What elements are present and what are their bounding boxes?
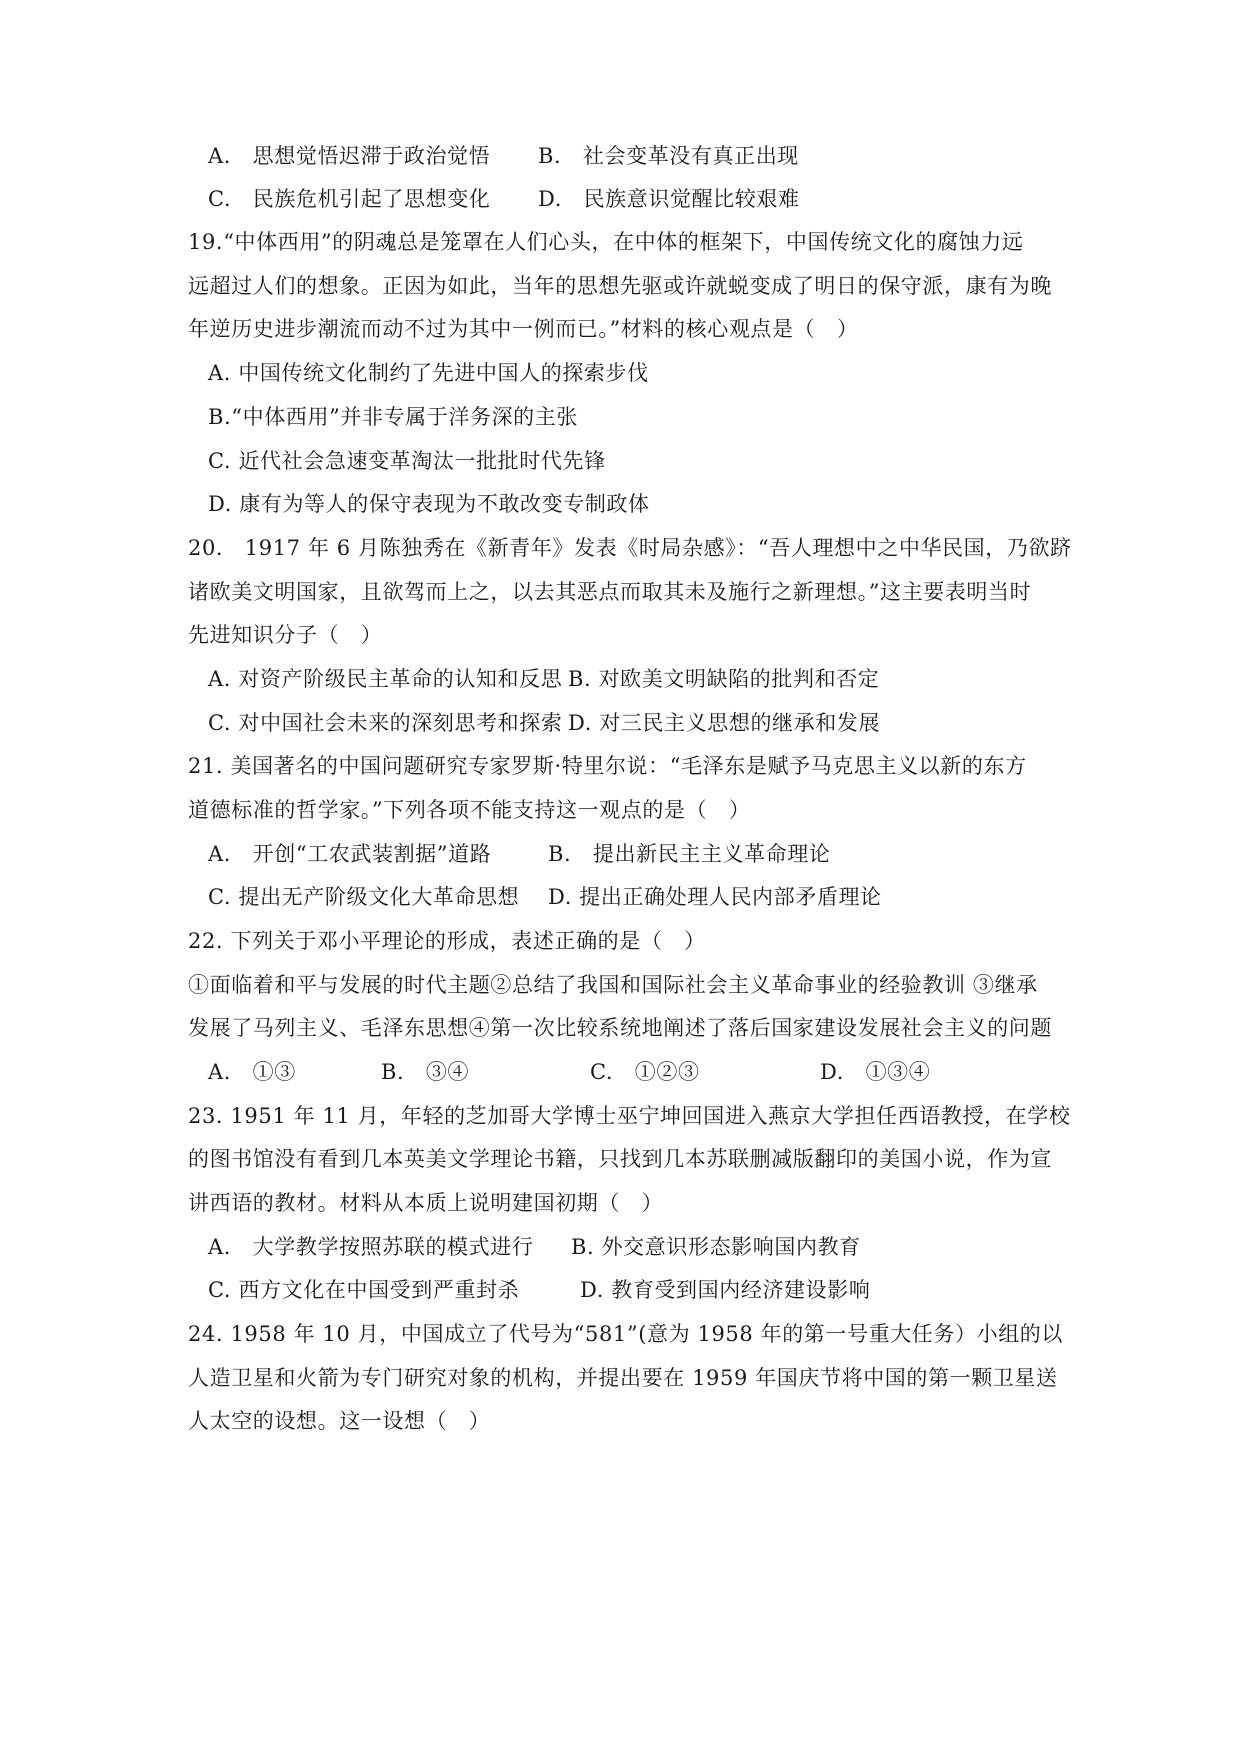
q22-option-a: A. ①③ xyxy=(208,1060,296,1084)
q19-option-b: B.“中体西用”并非专属于洋务深的主张 xyxy=(208,405,578,429)
q18-option-b: B. 社会变革没有真正出现 xyxy=(538,144,799,168)
q22-option-row xyxy=(208,1057,931,1087)
q18-option-c: C. 民族危机引起了思想变化 xyxy=(208,187,491,211)
q20-stem-line-2: 诸欧美文明国家，且欲驾而上之，以去其恶点而取其未及施行之新理想。”这主要表明当时 xyxy=(188,580,1032,604)
q20-option-c: C. 对中国社会未来的深刻思考和探索 xyxy=(208,711,563,735)
q18-option-a: A. 思想觉悟迟滞于政治觉悟 xyxy=(208,144,491,168)
q23-option-row-1 xyxy=(208,1232,861,1262)
q23-option-d: D. 教育受到国内经济建设影响 xyxy=(580,1278,871,1302)
q19-stem-line-1: 19.“中体西用”的阴魂总是笼罩在人们心头，在中体的框架下，中国传统文化的腐蚀力远 xyxy=(188,230,1024,254)
q18-option-row-2 xyxy=(208,184,800,214)
q20-option-row-2 xyxy=(208,708,881,738)
q24-stem-line-1: 24. 1958 年 10 月，中国成立了代号为“581”(意为 1958 年的第一号重大任务）小组的以 xyxy=(188,1322,1064,1346)
q24-stem-line-3: 人太空的设想。这一设想（ ） xyxy=(188,1409,491,1433)
q19-option-d: D. 康有为等人的保守表现为不敢改变专制政体 xyxy=(208,492,650,516)
q18-option-d: D. 民族意识觉醒比较艰难 xyxy=(538,187,800,211)
q22-stem-line-2: ①面临着和平与发展的时代主题②总结了我国和国际社会主义革命事业的经验教训 ③继承 xyxy=(188,973,1038,997)
q23-stem-line-1: 23. 1951 年 11 月，年轻的芝加哥大学博士巫宁坤回国进入燕京大学担任西语教授，在学校 xyxy=(188,1104,1071,1128)
q21-option-c: C. 提出无产阶级文化大革命思想 xyxy=(208,885,520,909)
q23-stem-line-2: 的图书馆没有看到几本英美文学理论书籍，只找到几本苏联删减版翻印的美国小说，作为宣 xyxy=(188,1147,1052,1171)
q21-option-b: B. 提出新民主主义革命理论 xyxy=(548,842,831,866)
q20-stem-line-3: 先进知识分子（ ） xyxy=(188,623,383,647)
q23-stem-line-3: 讲西语的教材。材料从本质上说明建国初期（ ） xyxy=(188,1191,664,1215)
q20-option-b: B. 对欧美文明缺陷的批判和否定 xyxy=(568,667,880,691)
q23-option-row-2 xyxy=(208,1275,871,1305)
q23-option-c: C. 西方文化在中国受到严重封杀 xyxy=(208,1278,520,1302)
q21-stem-line-2: 道德标准的哲学家。”下列各项不能支持这一观点的是（ ） xyxy=(188,798,751,822)
q19-option-a: A. 中国传统文化制约了先进中国人的探索步伐 xyxy=(208,361,649,385)
q22-option-c: C. ①②③ xyxy=(590,1060,700,1084)
q23-option-b: B. 外交意识形态影响国内教育 xyxy=(571,1235,861,1259)
q24-stem-line-2: 人造卫星和火箭为专门研究对象的机构，并提出要在 1959 年国庆节将中国的第一颗卫星送 xyxy=(188,1366,1058,1390)
q19-stem-line-2: 远超过人们的想象。正因为如此，当年的思想先驱或许就蜕变成了明日的保守派，康有为晚 xyxy=(188,274,1052,298)
q20-option-row-1 xyxy=(208,664,880,694)
q19-option-c: C. 近代社会急速变革淘汰一批批时代先锋 xyxy=(208,449,606,473)
q21-option-a: A. 开创“工农武装割据”道路 xyxy=(208,842,492,866)
q21-stem-line-1: 21. 美国著名的中国问题研究专家罗斯·特里尔说：“毛泽东是赋予马克思主义以新的东方 xyxy=(188,754,1027,778)
q21-option-row-1 xyxy=(208,839,831,869)
q22-option-d: D. ①③④ xyxy=(820,1060,931,1084)
q20-stem-line-1: 20. 1917 年 6 月陈独秀在《新青年》发表《时局杂感》：“吾人理想中之中华民国，乃欲跻 xyxy=(188,536,1072,560)
q20-option-a: A. 对资产阶级民主革命的认知和反思 xyxy=(208,667,563,691)
q18-option-row-1 xyxy=(208,141,799,171)
q21-option-row-2 xyxy=(208,882,882,912)
q21-option-d: D. 提出正确处理人民内部矛盾理论 xyxy=(548,885,882,909)
q23-option-a: A. 大学教学按照苏联的模式进行 xyxy=(208,1235,534,1259)
q19-stem-line-3: 年逆历史进步潮流而动不过为其中一例而已。”材料的核心观点是（ ） xyxy=(188,317,859,341)
q22-stem-line-1: 22. 下列关于邓小平理论的形成，表述正确的是（ ） xyxy=(188,929,706,953)
q22-stem-line-3: 发展了马列主义、毛泽东思想④第一次比较系统地阐述了落后国家建设发展社会主义的问题 xyxy=(188,1016,1052,1040)
q22-option-b: B. ③④ xyxy=(381,1060,470,1084)
q20-option-d: D. 对三民主义思想的继承和发展 xyxy=(568,711,881,735)
